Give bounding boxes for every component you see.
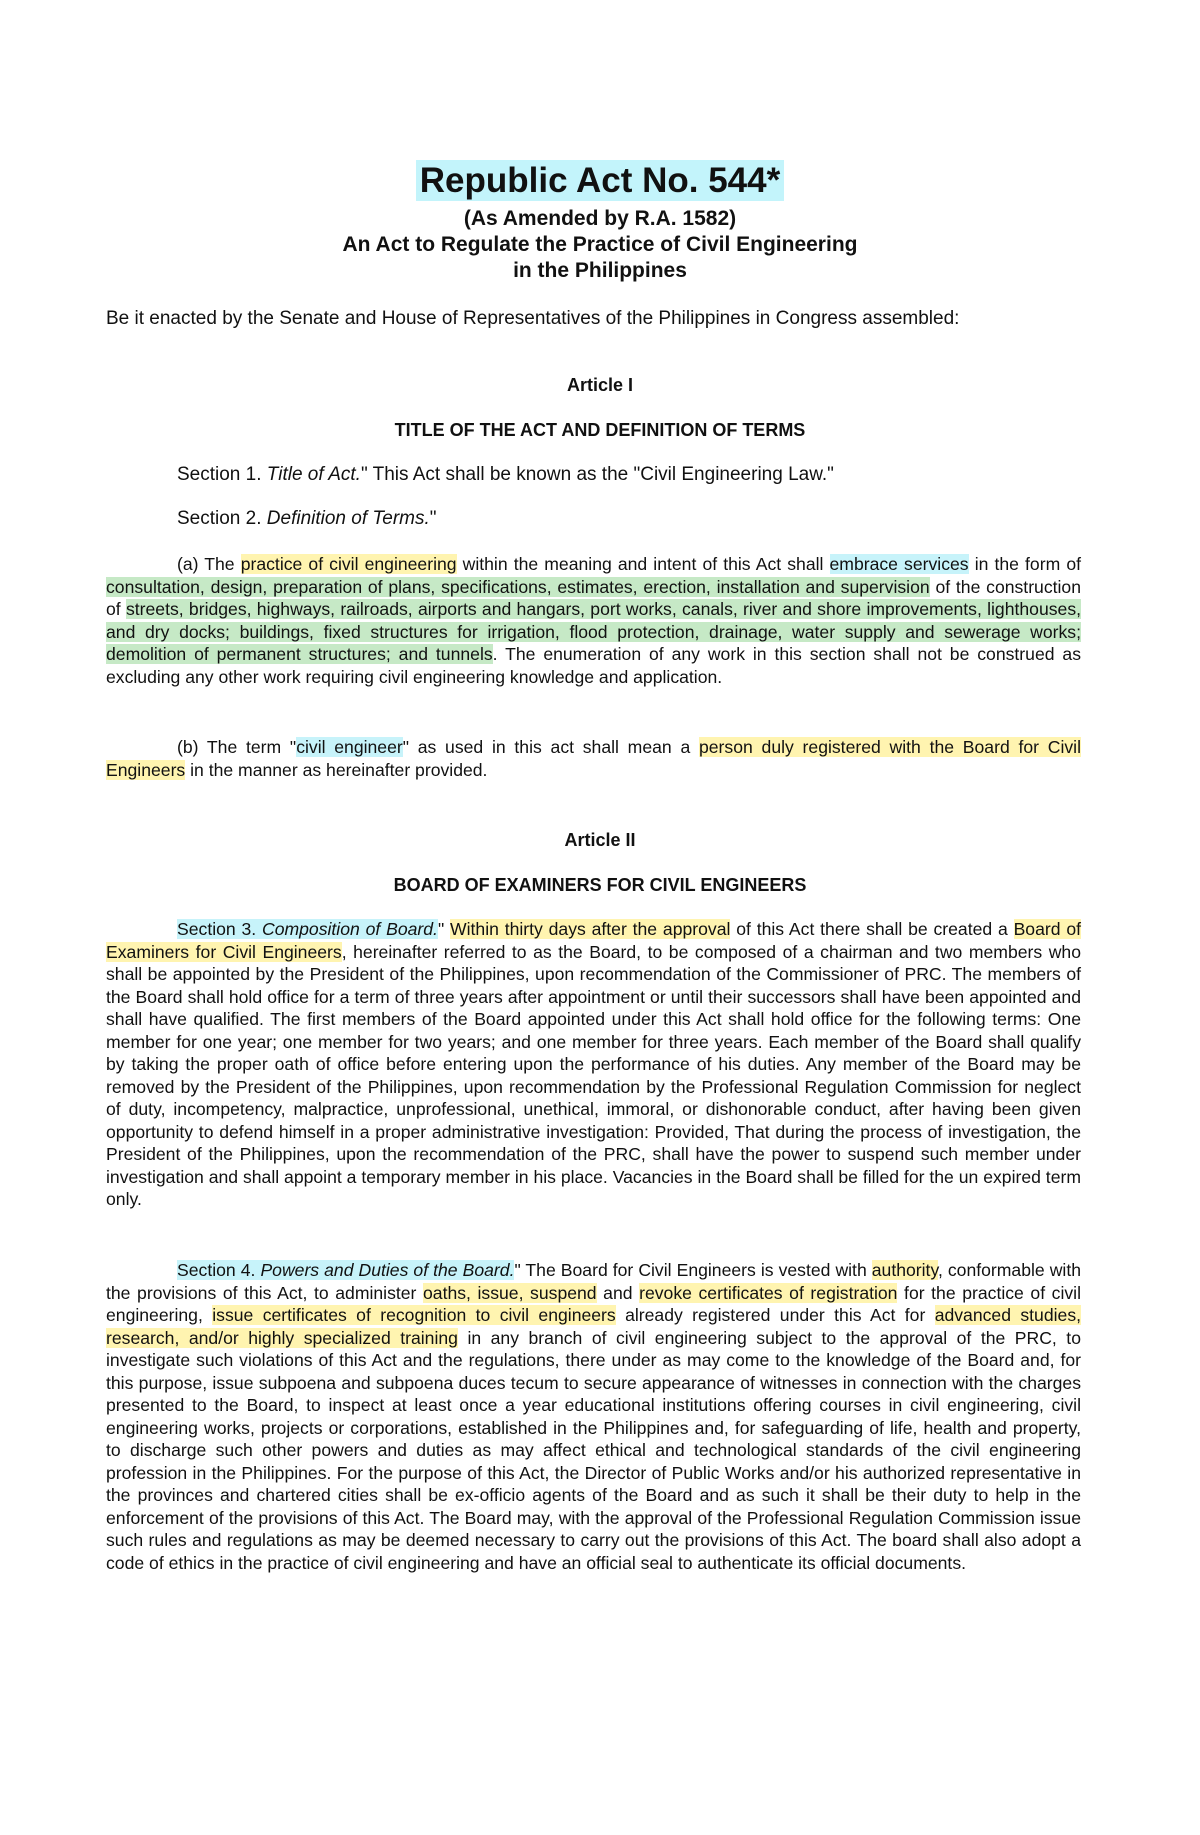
article-2-label: Article II [564,830,636,850]
highlight-services-list: consultation, design, preparation of plans, specifications, estimates, erection, installation and supervision [106,576,930,597]
article-1-title: TITLE OF THE ACT AND DEFINITION OF TERMS [394,420,806,440]
highlight-works-list: streets, bridges, highways, railroads, airports and hangars, port works, canals, river and shore improvements, lighthouses, and dry docks; buildings, fixed structures for irrigation, flood protection, drainage, water supply and sewerage works; demolition of permanent structures; and tunnels [106,599,1082,664]
highlight-civil-engineer: civil engineer [296,737,403,757]
section-3: Section 3. Composition of Board." Within thirty days after the approval of this Act there shall be created a Board of Examiners for Civil Engineers, hereinafter referred to as the Board, to be composed of a chairman and two members who shall be appointed by the President of the Philippines, upon recommendation of the Commissioner of PRC. The members of the Board shall hold office for a term of three years after appointment or until their successors shall have been appointed and shall have qualified. The first members of the Board appointed under this Act shall hold office for the following terms: One member for one year; one member for two years; and one member for three years. Each member of the Board shall qualify by taking the proper oath of office before entering upon the performance of his duties. Any member of the Board may be removed by the President of the Philippines, upon recommendation by the Professional Regulation Commission for neglect of duty, incompetency, malpractice, unprofessional, unethical, immoral, or dishonorable conduct, after having been given opportunity to defend himself in a proper administrative investigation: Provided, That during the process of investigation, the President of the Philippines, upon the recommendation of the PRC, shall have the power to suspend such member under investigation and shall appoint a temporary member in his place. Vacancies in the Board shall be filled for the un expired term only. [106,919,1081,1209]
highlight-revoke-certificates: revoke certificates of registration [639,1282,898,1303]
section-2: Section 2. Definition of Terms." [177,508,437,529]
subtitle-line-2: in the Philippines [513,259,687,282]
section-1-name: Title of Act. [266,464,361,485]
section-4-heading: Section 4. Powers and Duties of the Board. [177,1260,515,1280]
highlight-practice: practice of civil engineering [240,554,457,574]
paragraph-2b: (b) The term "civil engineer" as used in this act shall mean a person duly registered with the Board for Civil Engineers in the manner as hereinafter provided. [106,737,1081,780]
section-2-name: Definition of Terms. [266,508,430,529]
highlight-board-of-examiners: Board of Examiners for Civil Engineers [106,919,1081,962]
highlight-recognition: issue certificates of recognition to civil engineers [212,1305,616,1325]
section-4: Section 4. Powers and Duties of the Board." The Board for Civil Engineers is vested with authority, conformable with the provisions of this Act, to administer oaths, issue, suspend and revoke certificates of registration for the practice of civil engineering, issue certificates of recognition to civil engineers already registered under this Act for advanced studies, research, and/or highly specialized training in any branch of civil engineering subject to the approval of the PRC, to investigate such violations of this Act and the regulations, there under as may come to the knowledge of the Board and, for this purpose, issue subpoena and subpoena duces tecum to secure appearance of witnesses in connection with the charges presented to the Board, to inspect at least once a year educational institutions offering courses in civil engineering, civil engineering works, projects or corporations, established in the Philippines and, for safeguarding of life, health and property, to discharge such other powers and duties as may affect ethical and technological standards of the civil engineering profession in the Philippines. For the purpose of this Act, the Director of Public Works and/or his authorized representative in the provinces and chartered cities shall be ex-officio agents of the Board and as such it shall be their duty to help in the enforcement of the provisions of this Act. The Board may, with the approval of the Professional Regulation Commission issue such rules and regulations as may be deemed necessary to carry out the provisions of this Act. The board shall also adopt a code of ethics in the practice of civil engineering and have an official seal to authenticate its official documents. [106,1260,1082,1573]
article-2-title: BOARD OF EXAMINERS FOR CIVIL ENGINEERS [393,875,807,895]
amendment-note: (As Amended by R.A. 1582) [463,207,737,230]
document-title: Republic Act No. 544* [0,160,1200,202]
highlight-embrace-services: embrace services [829,554,969,574]
paragraph-2a: (a) The practice of civil engineering within the meaning and intent of this Act shall embrace services in the form of consultation, design, preparation of plans, specifications, estimates, erection, installation and supervision of the construction of streets, bridges, highways, railroads, airports and hangars, port works, canals, river and shore improvements, lighthouses, and dry docks; buildings, fixed structures for irrigation, flood protection, drainage, water supply and sewerage works; demolition of permanent structures; and tunnels. The enumeration of any work in this section shall not be construed as excluding any other work requiring civil engineering knowledge and application. [106,554,1082,687]
section-3-heading: Section 3. Composition of Board. [177,919,438,939]
highlight-oaths: oaths, issue, suspend [423,1282,597,1303]
highlight-authority: authority [871,1260,938,1280]
article-1-label: Article I [566,375,634,395]
section-1: Section 1. Title of Act." This Act shall be known as the "Civil Engineering Law." [177,464,834,485]
highlight-advanced-studies: advanced studies, research, and/or highly specialized training [106,1305,1082,1348]
subtitle-line-1: An Act to Regulate the Practice of Civil Engineering [342,233,858,256]
highlight-thirty-days: Within thirty days after the approval [450,919,731,939]
highlight-registered-person: person duly registered with the Board for Civil Engineers [106,737,1081,780]
enacting-clause: Be it enacted by the Senate and House of Representatives of the Philippines in Congress assembled: [106,308,960,329]
